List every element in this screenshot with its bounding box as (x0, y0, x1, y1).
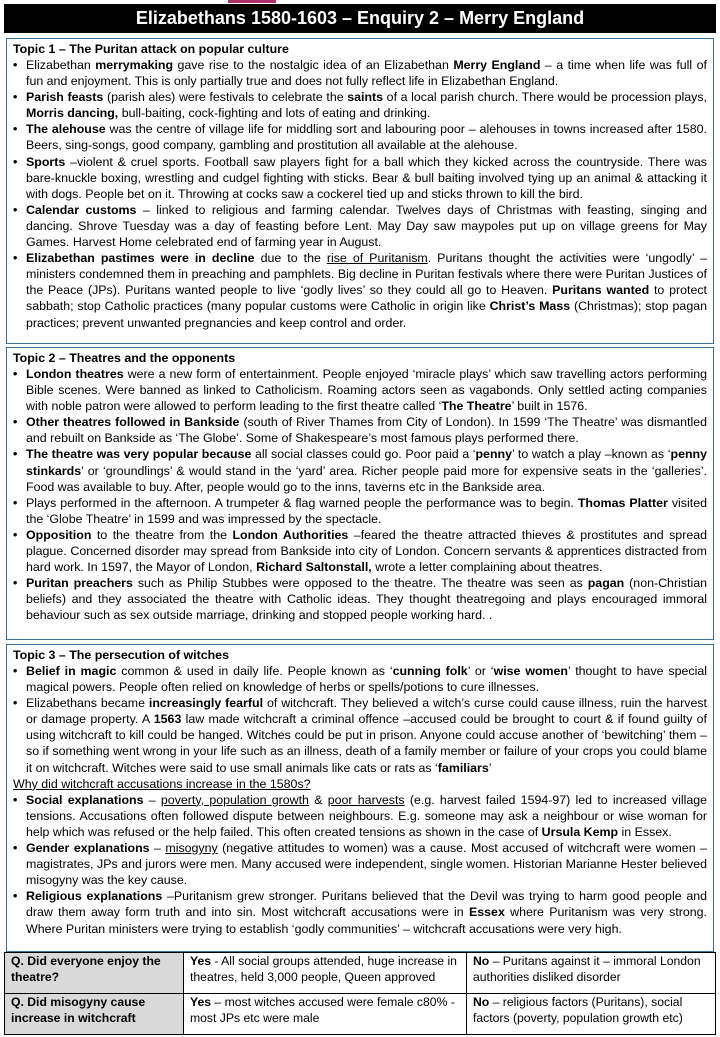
list-item: • Religious explanations –Puritanism grew stronger. Puritans believed that the Devil was trying to harm good people and draw them away form truth and into sin. Most witchcraft accusations were in Essex where Puritanism was very strong. Where Puritan ministers were trying to establish ‘godly communities’ – witchcraft accusations were very high. (13, 888, 707, 936)
list-item: • Plays performed in the afternoon. A trumpeter & flag warned people the performance was to begin. Thomas Platter visited the ‘Globe Theatre’ in 1599 and was impressed by the spectacle. (13, 495, 707, 527)
list-item: • Parish feasts (parish ales) were festivals to celebrate the saints of a local parish church. There would be procession plays, Morris dancing, bull-baiting, cock-fighting and lots of eating and drinking. (13, 89, 707, 121)
list-item: • Opposition to the theatre from the London Authorities –feared the theatre attracted thieves & prostitutes and spread plague. Concerned disorder may spread from Bankside into city of London. Concern servants & apprentices distracted from hard work. In 1597, the Mayor of London, Richard Saltonstall, wrote a letter complaining about theatres. (13, 527, 707, 575)
question-cell: Q. Did everyone enjoy the theatre? (5, 953, 184, 994)
page-title: Elizabethans 1580-1603 – Enquiry 2 – Merry England (4, 4, 716, 33)
topic-1-title: Topic 1 – The Puritan attack on popular culture (13, 42, 289, 56)
list-item: • Belief in magic common & used in daily life. People known as ‘cunning folk’ or ‘wise women’ thought to have special magical powers. People often relied on knowledge of herbs or spells/potions to cure illnesses. (13, 663, 707, 695)
yes-cell: Yes - All social groups attended, huge increase in theatres, held 3,000 people, Queen approved (184, 953, 467, 994)
topic-1-box (6, 38, 714, 344)
list-item: • The alehouse was the centre of village life for middling sort and labouring poor – alehouses in towns increased after 1580. Beers, sing-songs, good company, gambling and prostitution all available at the alehouse. (13, 121, 707, 153)
witchcraft-subheading: Why did witchcraft accusations increase in the 1580s? (13, 776, 311, 791)
yes-cell: Yes – most witches accused were female c80% - most JPs etc were male (184, 994, 467, 1035)
topic-1-list (13, 57, 707, 331)
list-item: • London theatres were a new form of entertainment. People enjoyed ‘miracle plays’ which saw travelling actors performing Bible scenes. Were banned as linked to Catholicism. Roaming actors seen as vagabonds. Only settled acting companies with noble patron were allowed to perform leading to the first theatre called ‘The Theatre’ built in 1576. (13, 366, 707, 414)
no-cell: No – religious factors (Puritans), social factors (poverty, population growth etc) (467, 994, 716, 1035)
list-item: • Elizabethan pastimes were in decline due to the rise of Puritanism. Puritans thought the activities were ‘ungodly’ – ministers condemned them in preaching and pamphlets. Big decline in Puritan festivals where there were Puritan Justices of the Peace (JPs). Puritans wanted people to live ‘godly lives’ so they could all go to Heaven. Puritans wanted to protect sabbath; stop Catholic practices (many popular customs were Catholic in origin like Christ’s Mass (Christmas); stop pagan practices; prevent unwanted pregnancies and keep control and order. (13, 250, 707, 330)
topic-2-list (13, 366, 707, 624)
table-row (5, 994, 716, 1035)
topic-3-title: Topic 3 – The persecution of witches (13, 648, 229, 662)
list-item: • Social explanations – poverty, population growth & poor harvests (e.g. harvest failed 1594-97) led to increased village tensions. Accusations often followed dispute between neighbours. E.g. someone may ask a neighbour or wise woman for help which was refused or the help failed. This often created tensions as shown in the case of Ursula Kemp in Essex. (13, 792, 707, 840)
list-item: • Calendar customs – linked to religious and farming calendar. Twelves days of Christmas with feasting, singing and dancing. Shrove Tuesday was a day of feasting before Lent. May Day saw maypoles put up on village greens for May Games. Harvest Home celebrated end of farming year in August. (13, 202, 707, 250)
question-cell: Q. Did misogyny cause increase in witchcraft (5, 994, 184, 1035)
topic-2-title: Topic 2 – Theatres and the opponents (13, 351, 236, 365)
topic-3-body (13, 663, 707, 937)
list-item: • Gender explanations – misogyny (negative attitudes to women) was a cause. Most accused of witchcraft were women – magistrates, JPs and jurors were men. Many accused were independent, single women. Historian Marianne Hester believed misogyny was the key cause. (13, 840, 707, 888)
qa-table (4, 952, 716, 1035)
topic-3-list-a (13, 663, 707, 776)
topic-2-box (6, 347, 714, 640)
table-row (5, 953, 716, 994)
topic-3-list-b (13, 792, 707, 937)
list-item: • Elizabethan merrymaking gave rise to the nostalgic idea of an Elizabethan Merry England – a time when life was full of fun and enjoyment. This is only partially true and does not fully reflect life in Elizabethan England. (13, 57, 707, 89)
no-cell: No – Puritans against it – immoral London authorities disliked disorder (467, 953, 716, 994)
list-item: • Elizabethans became increasingly fearful of witchcraft. They believed a witch’s curse could cause illness, ruin the harvest or damage property. A 1563 law made witchcraft a criminal offence –accused could be brought to court & if found guilty of using witchcraft to kill could be hanged. Witches could be put in prison. Anyone could accuse another of ‘bewitching’ them – so if something went wrong in your life such as an illness, death of a family member or failure of your crops you could blame it on witchcraft. Witches were said to use small animals like cats or rats as ‘familiars’ (13, 695, 707, 775)
top-accent-strip (228, 0, 276, 3)
list-item: • Sports –violent & cruel sports. Football saw players fight for a ball which they kicked across the countryside. There was bare-knuckle boxing, wrestling and cudgel fighting with sticks. Bear & bull baiting involved tying up an animal & attacking it with dogs. People bet on it. Throwing at cocks saw a cockerel tied up and sticks thrown to kill the bird. (13, 154, 707, 202)
list-item: • Other theatres followed in Bankside (south of River Thames from City of London). In 1599 ‘The Theatre’ was dismantled and rebuilt on Bankside as ‘The Globe’. Some of Shakespeare’s most famous plays performed there. (13, 414, 707, 446)
list-item: • The theatre was very popular because all social classes could go. Poor paid a ‘penny’ to watch a play –known as ‘penny stinkards’ or ‘groundlings’ & would stand in the ‘yard’ area. Richer people paid more for expensive seats in the ‘galleries’. Food was available to buy. After, people would go to the inns, taverns etc in the Bankside area. (13, 446, 707, 494)
list-item: • Puritan preachers such as Philip Stubbes were opposed to the theatre. The theatre was seen as pagan (non-Christian beliefs) and they associated the theatre with Catholic ideas. They thought theatregoing and plays encouraged immoral behaviour such as sex outside marriage, drinking and stopped people working hard. . (13, 575, 707, 623)
topic-3-box (6, 644, 714, 952)
